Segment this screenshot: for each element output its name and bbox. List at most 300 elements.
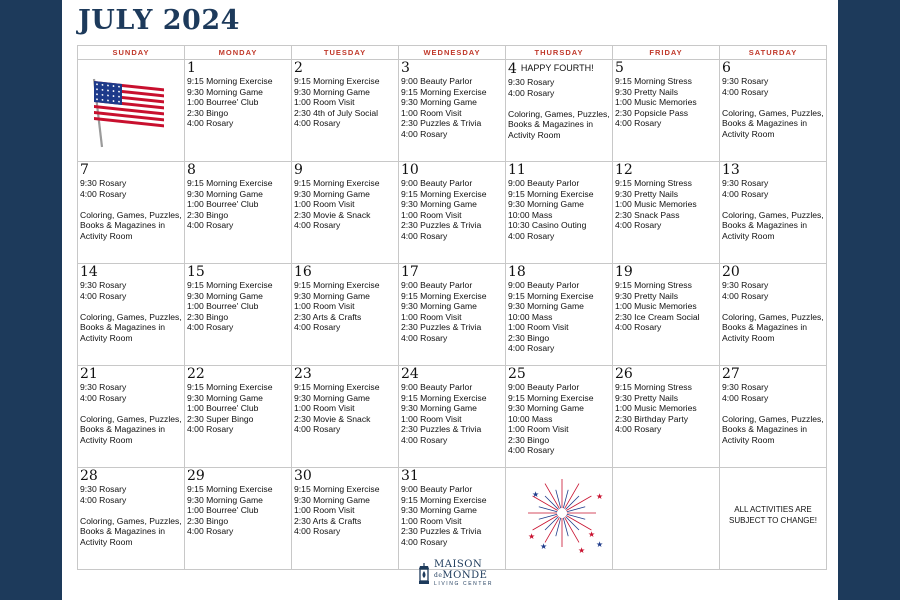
activity-item: 9:30 Pretty Nails: [615, 86, 679, 97]
activity-item: 4:00 Rosary: [722, 290, 769, 301]
svg-text:★: ★: [532, 490, 540, 499]
calendar-body: [78, 60, 827, 570]
activity-item: 4:00 Rosary: [508, 343, 555, 353]
activity-list: [508, 382, 610, 456]
activity-item: 9:30 Pretty Nails: [615, 392, 679, 403]
activity-item: 9:30 Rosary: [722, 178, 769, 188]
day-cell-26: [613, 366, 720, 468]
day-number: [722, 367, 824, 382]
activity-item: 4:00 Rosary: [187, 526, 234, 536]
svg-text:★: ★: [596, 540, 604, 549]
activity-item: 1:00 Music Memories: [615, 403, 697, 413]
activity-item: 9:30 Morning Game: [508, 403, 584, 413]
day-number-text: 14: [80, 264, 98, 280]
activity-item: 9:30 Rosary: [722, 76, 769, 86]
activity-item: 9:30 Rosary: [508, 77, 555, 87]
activity-list: [187, 76, 289, 129]
day-number: [401, 367, 503, 382]
activity-item: 4:00 Rosary: [615, 424, 662, 434]
day-number: [401, 163, 503, 178]
week-row: [78, 162, 827, 264]
activity-item: 9:30 Pretty Nails: [615, 290, 679, 301]
day-number-text: 1: [187, 60, 196, 76]
day-number-text: 18: [508, 264, 526, 280]
activity-list: [722, 382, 824, 403]
day-number: [615, 61, 717, 76]
day-number: [401, 469, 503, 484]
empty-day-cell: [506, 468, 613, 570]
activity-list: [80, 280, 182, 301]
activity-item: 4:00 Rosary: [401, 128, 448, 139]
day-cell-29: [185, 468, 292, 570]
day-number-text: 17: [401, 264, 419, 280]
activity-list: [401, 382, 503, 445]
day-number: [722, 61, 824, 76]
activity-item: 9:30 Rosary: [722, 382, 769, 392]
activity-list: [401, 76, 503, 139]
day-number-text: 30: [294, 468, 312, 484]
activity-list: [615, 280, 717, 333]
activity-item: 4:00 Rosary: [294, 220, 341, 230]
activity-item: 9:30 Morning Game: [187, 86, 263, 97]
activity-item: 4:00 Rosary: [401, 434, 448, 445]
activity-item: 4:00 Rosary: [294, 424, 341, 434]
activity-item: 2:30 Super Bingo: [187, 413, 254, 424]
day-cell-6: [720, 60, 827, 162]
calendar-page: [62, 0, 838, 600]
day-number: [615, 367, 717, 382]
activity-item: 9:15 Morning Exercise: [294, 280, 380, 290]
activity-item: 4:00 Rosary: [80, 290, 127, 301]
activity-item: 10:00 Mass: [508, 209, 553, 220]
activity-list: [401, 280, 503, 343]
activity-item: 2:30 Birthday Party: [615, 413, 689, 424]
day-number: [187, 367, 289, 382]
day-number: [187, 61, 289, 76]
activity-item: 4:00 Rosary: [80, 494, 127, 505]
activity-list: [615, 382, 717, 435]
activity-item: 9:15 Morning Stress: [615, 382, 692, 392]
activity-item: 9:15 Morning Exercise: [401, 188, 487, 199]
activity-item: 9:15 Morning Exercise: [294, 382, 380, 392]
activity-item: 4:00 Rosary: [722, 188, 769, 199]
day-cell-24: [399, 366, 506, 468]
activity-item: 1:00 Room Visit: [401, 107, 462, 118]
activity-item: 1:00 Room Visit: [294, 505, 355, 515]
day-number-text: 22: [187, 366, 205, 382]
day-cell-28: [78, 468, 185, 570]
day-cell-25: [506, 366, 613, 468]
activity-list: [508, 178, 610, 241]
activity-item: 9:30 Morning Game: [294, 290, 370, 301]
day-number-text: 12: [615, 162, 633, 178]
activity-list: [401, 484, 503, 547]
activity-item: 1:00 Room Visit: [508, 424, 569, 434]
activity-item: 2:30 Puzzles & Trivia: [401, 220, 482, 230]
day-number-text: 26: [615, 366, 633, 382]
activity-item: 9:15 Morning Exercise: [294, 178, 380, 188]
day-number-text: 3: [401, 60, 410, 76]
day-cell-13: [720, 162, 827, 264]
activity-item: 10:30 Casino Outing: [508, 220, 587, 230]
activity-item: 1:00 Bourree' Club: [187, 505, 259, 515]
day-number-text: 10: [401, 162, 419, 178]
activity-item: 4:00 Rosary: [294, 526, 341, 536]
activity-list: [80, 484, 182, 505]
calendar-title: JULY 2024: [78, 5, 240, 36]
day-number: [508, 265, 610, 280]
activity-item: 2:30 Bingo: [187, 515, 229, 526]
maison-de-monde-logo: [417, 559, 493, 588]
activity-item: 1:00 Bourree' Club: [187, 301, 259, 311]
day-number-text: 29: [187, 468, 205, 484]
day-number-text: 13: [722, 162, 740, 178]
activity-item: 1:00 Music Memories: [615, 97, 697, 107]
day-number: [80, 367, 182, 382]
activity-item: 9:30 Pretty Nails: [615, 188, 679, 199]
day-number: [508, 163, 610, 178]
svg-text:★: ★: [528, 532, 536, 541]
day-cell-8: [185, 162, 292, 264]
activity-item: 2:30 Puzzles & Trivia: [401, 526, 482, 536]
activity-list: [508, 280, 610, 354]
weekday-monday: MONDAY: [185, 46, 292, 60]
activity-list: [187, 280, 289, 333]
day-cell-18: [506, 264, 613, 366]
activity-item: 9:15 Morning Stress: [615, 76, 692, 86]
day-number: [294, 469, 396, 484]
activity-list: [615, 76, 717, 129]
activity-item: 2:30 Puzzles & Trivia: [401, 118, 482, 128]
day-number: [294, 163, 396, 178]
day-cell-16: [292, 264, 399, 366]
activity-item: 4:00 Rosary: [401, 536, 448, 547]
day-cell-11: [506, 162, 613, 264]
activity-item: 9:30 Morning Game: [401, 97, 477, 107]
activity-item: 2:30 Puzzles & Trivia: [401, 322, 482, 332]
activity-item: 9:15 Morning Exercise: [187, 382, 273, 392]
activity-item: 9:15 Morning Exercise: [508, 188, 594, 199]
day-cell-27: [720, 366, 827, 468]
activity-item: 9:30 Rosary: [80, 484, 127, 494]
activity-item: 4:00 Rosary: [722, 86, 769, 97]
day-number-text: 11: [508, 162, 526, 178]
day-cell-2: [292, 60, 399, 162]
activity-item: 4:00 Rosary: [722, 392, 769, 403]
weekday-sunday: SUNDAY: [78, 46, 185, 60]
day-cell-5: [613, 60, 720, 162]
activity-item: 4:00 Rosary: [508, 445, 555, 455]
activity-item: 2:30 Arts & Crafts: [294, 515, 362, 526]
day-number: [80, 265, 182, 280]
day-number: [294, 367, 396, 382]
week-row: [78, 366, 827, 468]
activity-item: 9:00 Beauty Parlor: [401, 280, 473, 290]
activity-item: 2:30 Bingo: [187, 107, 229, 118]
activity-item: 9:30 Rosary: [722, 280, 769, 290]
activity-item: 4:00 Rosary: [508, 87, 555, 98]
activity-list: [722, 178, 824, 199]
activity-list: [508, 77, 610, 98]
day-number-text: 27: [722, 366, 740, 382]
day-cell-12: [613, 162, 720, 264]
activity-item: 9:15 Morning Stress: [615, 178, 692, 188]
day-number: [294, 265, 396, 280]
activity-list: [187, 382, 289, 435]
activity-item: 9:00 Beauty Parlor: [401, 76, 473, 86]
activity-item: 4:00 Rosary: [187, 118, 234, 128]
day-number: [187, 265, 289, 280]
week-row: [78, 60, 827, 162]
activity-item: 2:30 Bingo: [187, 209, 229, 220]
activity-item: 2:30 Puzzles & Trivia: [401, 424, 482, 434]
day-number-text: 8: [187, 162, 196, 178]
activity-item: 9:30 Morning Game: [187, 188, 263, 199]
day-number: [508, 61, 610, 77]
activity-item: 9:15 Morning Exercise: [294, 76, 380, 86]
activity-list: [401, 178, 503, 241]
activity-item: 2:30 4th of July Social: [294, 107, 379, 118]
day-number-text: 24: [401, 366, 419, 382]
day-number-text: 15: [187, 264, 205, 280]
day-number: [401, 61, 503, 76]
day-number-text: 23: [294, 366, 312, 382]
activity-item: 9:30 Morning Game: [401, 301, 477, 311]
activity-item: 2:30 Snack Pass: [615, 209, 680, 220]
activity-item: 9:30 Morning Game: [187, 392, 263, 403]
day-cell-15: [185, 264, 292, 366]
weekday-friday: FRIDAY: [613, 46, 720, 60]
activity-room-note: Coloring, Games, Puzzles, Books & Magazines in Activity Room: [722, 311, 824, 343]
svg-text:★: ★: [588, 530, 596, 539]
activity-list: [187, 484, 289, 537]
day-number-text: 20: [722, 264, 740, 280]
activity-item: 9:30 Rosary: [80, 178, 127, 188]
activity-item: 9:30 Morning Game: [401, 505, 477, 515]
activity-item: 4:00 Rosary: [187, 322, 234, 332]
empty-day-cell: [78, 60, 185, 162]
activity-list: [294, 76, 396, 129]
day-number: [508, 367, 610, 382]
day-cell-30: [292, 468, 399, 570]
day-number: [294, 61, 396, 76]
activity-room-note: Coloring, Games, Puzzles, Books & Magazines in Activity Room: [80, 311, 182, 343]
activity-item: 4:00 Rosary: [508, 230, 555, 241]
day-number-text: 2: [294, 60, 303, 76]
activity-item: 1:00 Room Visit: [294, 97, 355, 107]
logo-line2: MONDE: [442, 570, 488, 581]
activity-item: 9:00 Beauty Parlor: [401, 484, 473, 494]
activity-item: 9:30 Rosary: [80, 382, 127, 392]
day-cell-9: [292, 162, 399, 264]
activity-item: 9:00 Beauty Parlor: [508, 178, 580, 188]
activity-item: 4:00 Rosary: [187, 220, 234, 230]
day-cell-31: [399, 468, 506, 570]
activity-item: 9:30 Morning Game: [508, 199, 584, 209]
day-cell-22: [185, 366, 292, 468]
us-flag-icon: [88, 69, 170, 149]
day-cell-20: [720, 264, 827, 366]
day-cell-10: [399, 162, 506, 264]
activity-item: 4:00 Rosary: [294, 118, 341, 128]
activity-item: 9:15 Morning Exercise: [187, 280, 273, 290]
activity-item: 1:00 Bourree' Club: [187, 97, 259, 107]
activity-item: 9:15 Morning Exercise: [187, 76, 273, 86]
day-cell-17: [399, 264, 506, 366]
fireworks-icon: [518, 477, 608, 559]
activity-item: 9:00 Beauty Parlor: [401, 178, 473, 188]
week-row: [78, 468, 827, 570]
weekday-tuesday: TUESDAY: [292, 46, 399, 60]
activity-item: 1:00 Room Visit: [294, 403, 355, 413]
day-number: [80, 163, 182, 178]
day-number: [722, 265, 824, 280]
weekday-wednesday: WEDNESDAY: [399, 46, 506, 60]
activity-list: [187, 178, 289, 231]
activity-list: [615, 178, 717, 231]
day-number: [615, 163, 717, 178]
activity-list: [294, 484, 396, 537]
schedule-change-notice: ALL ACTIVITIES ARE SUBJECT TO CHANGE!: [728, 505, 818, 525]
activity-item: 9:15 Morning Exercise: [187, 178, 273, 188]
activity-item: 4:00 Rosary: [615, 220, 662, 230]
activity-item: 2:30 Movie & Snack: [294, 209, 371, 220]
activity-item: 9:30 Morning Game: [294, 188, 370, 199]
activity-item: 9:15 Morning Stress: [615, 280, 692, 290]
day-number-text: 16: [294, 264, 312, 280]
activity-item: 1:00 Room Visit: [401, 413, 462, 424]
day-number: [722, 163, 824, 178]
activity-list: [294, 382, 396, 435]
weekday-header-row: [78, 46, 827, 60]
activity-room-note: Coloring, Games, Puzzles, Books & Magazines in Activity Room: [722, 107, 824, 139]
activity-item: 4:00 Rosary: [401, 230, 448, 241]
activity-item: 9:30 Morning Game: [294, 392, 370, 403]
activity-item: 9:30 Morning Game: [294, 494, 370, 505]
lantern-icon: [417, 563, 431, 585]
day-cell-19: [613, 264, 720, 366]
day-number-text: 6: [722, 60, 731, 76]
activity-item: 9:00 Beauty Parlor: [508, 280, 580, 290]
activity-item: 4:00 Rosary: [187, 424, 234, 434]
activity-item: 2:30 Ice Cream Social: [615, 311, 700, 322]
activity-item: 9:15 Morning Exercise: [401, 86, 487, 97]
activity-item: 2:30 Bingo: [508, 434, 550, 445]
day-cell-14: [78, 264, 185, 366]
logo-name: [434, 559, 493, 570]
activity-item: 9:15 Morning Exercise: [294, 484, 380, 494]
activity-item: 1:00 Music Memories: [615, 301, 697, 311]
day-number-text: 7: [80, 162, 89, 178]
day-number: [615, 265, 717, 280]
activity-item: 4:00 Rosary: [401, 332, 448, 343]
day-number-text: 5: [615, 60, 624, 76]
weekday-thursday: THURSDAY: [506, 46, 613, 60]
activity-item: 9:30 Morning Game: [401, 403, 477, 413]
calendar-grid: [77, 45, 827, 570]
activity-item: 2:30 Movie & Snack: [294, 413, 371, 424]
activity-item: 4:00 Rosary: [615, 118, 662, 128]
weekday-saturday: SATURDAY: [720, 46, 827, 60]
activity-room-note: Coloring, Games, Puzzles, Books & Magazines in Activity Room: [722, 413, 824, 445]
activity-item: 2:30 Bingo: [508, 332, 550, 343]
activity-room-note: Coloring, Games, Puzzles, Books & Magazines in Activity Room: [80, 515, 182, 547]
day-cell-21: [78, 366, 185, 468]
activity-list: [80, 382, 182, 403]
activity-item: 1:00 Room Visit: [508, 322, 569, 332]
activity-item: 2:30 Bingo: [187, 311, 229, 322]
activity-item: 1:00 Room Visit: [401, 209, 462, 220]
activity-item: 9:30 Rosary: [80, 280, 127, 290]
activity-room-note: Coloring, Games, Puzzles, Books & Magazines in Activity Room: [80, 209, 182, 241]
day-number: [187, 469, 289, 484]
day-number-text: 21: [80, 366, 98, 382]
day-number-text: 4: [508, 61, 517, 77]
activity-item: 10:00 Mass: [508, 413, 553, 424]
logo-connector: de: [434, 572, 443, 579]
activity-item: 9:30 Morning Game: [401, 199, 477, 209]
activity-item: 9:15 Morning Exercise: [187, 484, 273, 494]
day-number-text: 28: [80, 468, 98, 484]
activity-item: 1:00 Room Visit: [401, 311, 462, 322]
activity-item: 1:00 Bourree' Club: [187, 403, 259, 413]
svg-text:★: ★: [578, 546, 586, 555]
activity-item: 4:00 Rosary: [294, 322, 341, 332]
activity-item: 2:30 Popsicle Pass: [615, 107, 689, 118]
day-cell-23: [292, 366, 399, 468]
activity-item: 9:15 Morning Exercise: [401, 494, 487, 505]
activity-item: 9:00 Beauty Parlor: [401, 382, 473, 392]
activity-room-note: Coloring, Games, Puzzles, Books & Magazines in Activity Room: [722, 209, 824, 241]
activity-item: 9:15 Morning Exercise: [401, 392, 487, 403]
day-number-text: 25: [508, 366, 526, 382]
activity-item: 1:00 Bourree' Club: [187, 199, 259, 209]
day-number: [401, 265, 503, 280]
activity-list: [722, 280, 824, 301]
activity-item: 9:15 Morning Exercise: [508, 392, 594, 403]
day-number-text: 9: [294, 162, 303, 178]
logo-subtitle: LIVING CENTER: [434, 581, 494, 587]
activity-item: 10:00 Mass: [508, 311, 553, 322]
holiday-note: HAPPY FOURTH!: [520, 63, 594, 73]
activity-item: 4:00 Rosary: [615, 322, 662, 332]
activity-item: 9:30 Morning Game: [187, 494, 263, 505]
activity-item: 4:00 Rosary: [80, 392, 127, 403]
activity-item: 1:00 Room Visit: [401, 515, 462, 526]
activity-item: 1:00 Room Visit: [294, 301, 355, 311]
empty-day-cell: [613, 468, 720, 570]
day-number-text: 19: [615, 264, 633, 280]
activity-list: [722, 76, 824, 97]
activity-room-note: Coloring, Games, Puzzles, Books & Magazines in Activity Room: [508, 108, 610, 140]
activity-item: 1:00 Music Memories: [615, 199, 697, 209]
svg-text:★: ★: [540, 542, 548, 551]
day-number-text: 31: [401, 468, 419, 484]
svg-text:★: ★: [596, 492, 604, 501]
day-number: [80, 469, 182, 484]
week-row: [78, 264, 827, 366]
activity-item: 9:30 Morning Game: [294, 86, 370, 97]
activity-item: 9:15 Morning Exercise: [401, 290, 487, 301]
day-cell-7: [78, 162, 185, 264]
activity-item: 9:00 Beauty Parlor: [508, 382, 580, 392]
day-cell-1: [185, 60, 292, 162]
logo-line1: MAISON: [434, 559, 483, 570]
activity-list: [294, 178, 396, 231]
activity-list: [294, 280, 396, 333]
activity-item: 2:30 Arts & Crafts: [294, 311, 362, 322]
activity-list: [80, 178, 182, 199]
